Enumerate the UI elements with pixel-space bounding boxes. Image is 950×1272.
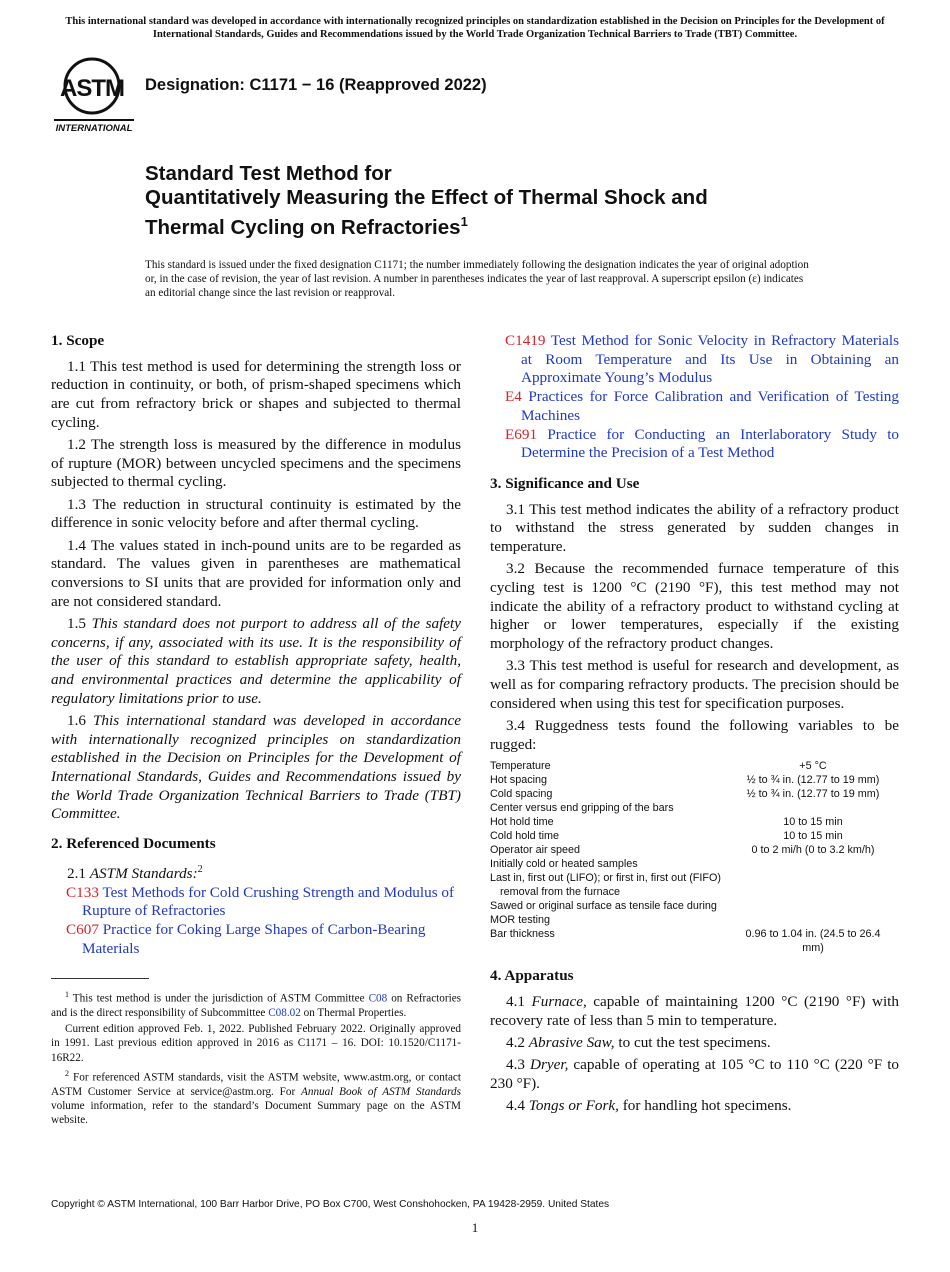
significance-3-1: 3.1 This test method indicates the ability of a refractory product to withstand the stress generated by sudden changes in temperature. (490, 500, 899, 556)
scope-1-5-num: 1.5 (67, 614, 86, 632)
astm-standards-num: 2.1 (67, 864, 86, 882)
ruggedness-value: +5 °C (799, 760, 827, 773)
scope-1-6-num: 1.6 (67, 711, 86, 729)
committee-link[interactable]: C08 (368, 992, 388, 1005)
apparatus-text: capable of operating at 105 °C to 110 °C (220 °F to 230 °F). (490, 1056, 900, 1092)
apparatus-4-4 (490, 1097, 899, 1116)
document-title (145, 162, 708, 240)
right-column (490, 332, 899, 1119)
ruggedness-value: 0.96 to 1.04 in. (24.5 to 26.4 mm) (745, 928, 881, 955)
page-number: 1 (471, 1220, 479, 1235)
ruggedness-row (490, 843, 888, 857)
ruggedness-variable: Hot hold time (490, 816, 554, 829)
ruggedness-row (490, 927, 888, 955)
ruggedness-variable: Bar thickness (490, 928, 555, 941)
footnote-1-text-b: on Refractories and is the direct responsibility of Subcommittee (51, 992, 462, 1019)
reference-title[interactable]: Practices for Force Calibration and Verification of Testing Machines (521, 388, 899, 424)
scope-1-6 (51, 712, 461, 824)
apparatus-num: 4.1 (506, 992, 525, 1010)
footnote-edition: Current edition approved Feb. 1, 2022. Published February 2022. Originally approved in 1991. Last previous edition approved in 2016 as C1171 – 16. DOI: 10.1520/C1171-16R22. (51, 1023, 461, 1064)
ruggedness-value: ½ to ¾ in. (12.77 to 19 mm) (746, 774, 880, 787)
significance-heading: 3. Significance and Use (490, 474, 640, 492)
ruggedness-row (490, 829, 888, 843)
ruggedness-row (490, 815, 888, 829)
ruggedness-value: 10 to 15 min (783, 816, 843, 829)
designation: Designation: C1171 − 16 (Reapproved 2022) (145, 76, 487, 94)
reference-item[interactable] (490, 332, 899, 388)
footnote-2-mark: 2 (65, 1068, 69, 1078)
reference-item[interactable] (490, 426, 899, 463)
significance-3-4: 3.4 Ruggedness tests found the following variables to be rugged: (490, 716, 899, 753)
logo-text: ASTM (60, 75, 124, 102)
ruggedness-variable: Initially cold or heated samples (490, 858, 638, 871)
apparatus-text: to cut the test specimens. (618, 1033, 771, 1051)
references-heading: 2. Referenced Documents (51, 835, 216, 853)
reference-item[interactable] (51, 884, 461, 921)
copyright: Copyright © ASTM International, 100 Barr Harbor Drive, PO Box C700, West Conshohocken, PA 19428-2959. United States (51, 1199, 610, 1210)
apparatus-text: capable of maintaining 1200 °C (2190 °F) with recovery rate of less than 5 min to temperature. (490, 992, 899, 1029)
ruggedness-value (738, 857, 888, 871)
ruggedness-variable: Operator air speed (490, 844, 581, 857)
title-line-3: Thermal Cycling on Refractories (145, 215, 461, 239)
astm-standards-mark: 2 (197, 863, 203, 875)
footnote-rule (51, 978, 149, 979)
apparatus-text: for handling hot specimens. (622, 1096, 792, 1114)
significance-3-2: 3.2 Because the recommended furnace temperature of this cycling test is 1200 °C (2190 °F), this test method may not indicate the ability of a refractory product to withstand cycling at higher or lower temperatures, especially if the existing morphology of the refractory product changes. (490, 560, 899, 653)
apparatus-term: Abrasive Saw, (528, 1033, 615, 1051)
reference-code[interactable]: E4 (505, 388, 522, 406)
footnotes (51, 988, 461, 1129)
apparatus-term: Furnace, (531, 992, 587, 1010)
footnote-2-text-a: For referenced ASTM standards, visit the ASTM website, www.astm.org, or contact ASTM Customer Service at service@astm.org. For (51, 1071, 461, 1098)
ruggedness-row (490, 759, 888, 773)
ruggedness-variable: Last in, first out (LIFO); or first in, first out (FIFO) (490, 872, 721, 885)
reference-title[interactable]: Test Method for Sonic Velocity in Refractory Materials at Room Temperature and Its Use in Obtaining an Approximate Young’s Modulus (521, 332, 899, 387)
subcommittee-link[interactable]: C08.02 (268, 1006, 301, 1019)
ruggedness-value (738, 899, 888, 927)
ruggedness-variable: Sawed or original surface as tensile face during MOR testing (490, 900, 717, 927)
reference-code[interactable]: C133 (66, 883, 99, 901)
astm-standards-label (51, 861, 461, 884)
apparatus-term: Tongs or Fork, (528, 1096, 619, 1114)
ruggedness-value: 0 to 2 mi/h (0 to 3.2 km/h) (751, 844, 875, 857)
ruggedness-variable: Cold spacing (490, 788, 553, 801)
ruggedness-row (490, 787, 888, 801)
scope-1-3: 1.3 The reduction in structural continuity is estimated by the difference in sonic velocity before and after thermal cycling. (51, 495, 461, 532)
ruggedness-table (490, 759, 888, 955)
footnote-1-text-a: This test method is under the jurisdiction of ASTM Committee (72, 992, 365, 1005)
title-footnote-mark: 1 (460, 214, 468, 229)
apparatus-num: 4.3 (506, 1056, 525, 1074)
ruggedness-row (490, 773, 888, 787)
ruggedness-value (738, 871, 888, 885)
footnote-2 (51, 1067, 461, 1128)
footnote-2-italic: Annual Book of ASTM Standards (301, 1085, 461, 1098)
reference-item[interactable] (51, 921, 461, 958)
footnote-2-text-b: volume information, refer to the standard’s Document Summary page on the ASTM website. (51, 1099, 461, 1127)
apparatus-4-1 (490, 993, 899, 1030)
ruggedness-row (490, 857, 888, 871)
ruggedness-variable: Center versus end gripping of the bars (490, 802, 674, 815)
left-column (51, 332, 461, 958)
reference-code[interactable]: E691 (505, 425, 538, 443)
scope-heading: 1. Scope (51, 332, 105, 349)
reference-title[interactable]: Test Methods for Cold Crushing Strength and Modulus of Rupture of Refractories (82, 883, 455, 920)
significance-3-3: 3.3 This test method is useful for research and development, as well as for comparing refractory products. The precision should be considered when using this test for specification purposes. (490, 657, 899, 712)
ruggedness-value (738, 801, 888, 815)
title-line-1: Standard Test Method for (145, 162, 392, 185)
reference-title[interactable]: Practice for Coking Large Shapes of Carbon-Bearing Materials (82, 920, 426, 957)
ruggedness-variable: Temperature (490, 760, 551, 773)
ruggedness-value (738, 885, 888, 899)
scope-1-2: 1.2 The strength loss is measured by the difference in modulus of rupture (MOR) between uncycled specimens and the specimens subjected to thermal cycling. (51, 436, 461, 491)
apparatus-term: Dryer, (529, 1056, 569, 1074)
footnote-1-text-c: on Thermal Properties. (303, 1006, 407, 1019)
reference-item[interactable] (490, 388, 899, 425)
ruggedness-row (490, 899, 888, 927)
footnote-1-mark: 1 (65, 990, 69, 999)
apparatus-4-3 (490, 1056, 899, 1093)
reference-code[interactable]: C607 (66, 920, 99, 938)
scope-1-5 (51, 615, 461, 709)
ruggedness-row (490, 885, 888, 899)
astm-standards-text: ASTM Standards: (89, 864, 198, 882)
astm-logo (52, 56, 136, 134)
reference-code[interactable]: C1419 (505, 332, 546, 349)
scope-1-6-text: This international standard was developed in accordance with internationally recognized principles on standardization established in the Decision on Principles for the Development of International Standards, Guides and Recommendations issued by the World Trade Organization Technical Barriers to Trade (TBT) Committee. (51, 711, 462, 823)
scope-1-5-text: This standard does not purport to address all of the safety concerns, if any, associated with its use. It is the responsibility of the user of this standard to establish appropriate safety, health, and environmental practices and determine the applicability of regulatory limitations prior to use. (51, 614, 462, 707)
ruggedness-variable: Hot spacing (490, 774, 548, 787)
apparatus-4-2 (490, 1034, 899, 1053)
ruggedness-value: 10 to 15 min (783, 830, 843, 843)
ruggedness-variable: removal from the furnace (500, 886, 621, 899)
ruggedness-row (490, 801, 888, 815)
apparatus-heading: 4. Apparatus (490, 967, 574, 985)
title-line-2: Quantitatively Measuring the Effect of Thermal Shock and (145, 186, 708, 209)
footnote-1 (51, 988, 461, 1020)
reference-title[interactable]: Practice for Conducting an Interlaboratory Study to Determine the Precision of a Test Method (521, 425, 900, 462)
header-notice: This international standard was developed in accordance with internationally recognized principles on standardization established in the Decision on Principles for the Development of International Standards, Guides and Recommendations issued by the World Trade Organization Technical Barriers to Trade (TBT) Committee. (65, 16, 885, 40)
logo-subtext: INTERNATIONAL (55, 123, 133, 134)
apparatus-num: 4.2 (506, 1033, 525, 1051)
scope-1-4: 1.4 The values stated in inch-pound units are to be regarded as standard. The values given in parentheses are mathematical conversions to SI units that are provided for information only and are not considered standard. (51, 536, 461, 610)
issued-note: This standard is issued under the fixed designation C1171; the number immediately following the designation indicates the year of original adoption or, in the case of revision, the year of last revision. A number in parentheses indicates the year of last reapproval. A superscript epsilon (ε) indicates an editorial change since the last revision or reapproval. (145, 259, 809, 299)
ruggedness-row (490, 871, 888, 885)
apparatus-num: 4.4 (506, 1096, 525, 1114)
scope-1-1: 1.1 This test method is used for determining the strength loss or reduction in continuity, or both, of prism-shaped specimens which are cut from refractory brick or shapes and subjected to thermal cycling. (51, 357, 461, 431)
ruggedness-value: ½ to ¾ in. (12.77 to 19 mm) (746, 788, 880, 801)
ruggedness-variable: Cold hold time (490, 830, 560, 843)
